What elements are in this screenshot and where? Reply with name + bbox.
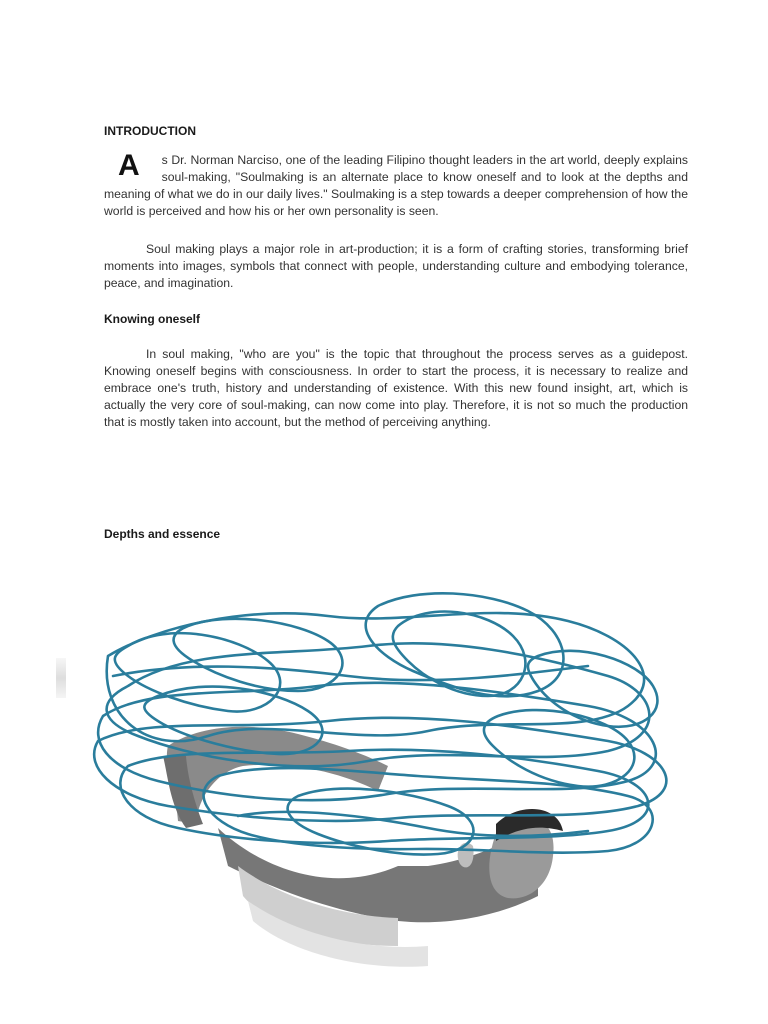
intro-paragraph-2: Soul making plays a major role in art-production; it is a form of crafting stories, transforming brief moments into images, symbols that connect with people, understanding culture and embodying tolerance, peace, and imagination. [104,242,688,290]
illustration-canvas [68,566,710,1024]
intro-paragraph-1-text: s Dr. Norman Narciso, one of the leading Filipino thought leaders in the art world, deeply explains soul-making, "Soulmaking is an alternate place to know oneself and to look at the depths and meaning of what we do in our daily lives." Soulmaking is a step towards a deeper comprehension of how the world is perceived and how his or her own personality is seen. [104,153,688,218]
introduction-heading: INTRODUCTION [104,124,196,138]
swimmer-illustration [68,566,710,1024]
intro-paragraph-1 [104,149,688,220]
drop-cap: A [118,149,140,182]
depths-and-essence-heading: Depths and essence [104,527,221,541]
scan-edge-mark [56,658,66,698]
knowing-oneself-paragraph: In soul making, "who are you" is the topic that throughout the process serves as a guidepost. Knowing oneself begins with consciousness. In order to start the process, it is necessary to realize and embrace one's truth, history and understanding of existence. With this new found insight, art, which is actually the very core of soul-making, can now come into play. Therefore, it is not so much the production that is mostly taken into account, but the method of perceiving anything. [104,347,688,429]
knowing-oneself-heading: Knowing oneself [104,312,200,326]
